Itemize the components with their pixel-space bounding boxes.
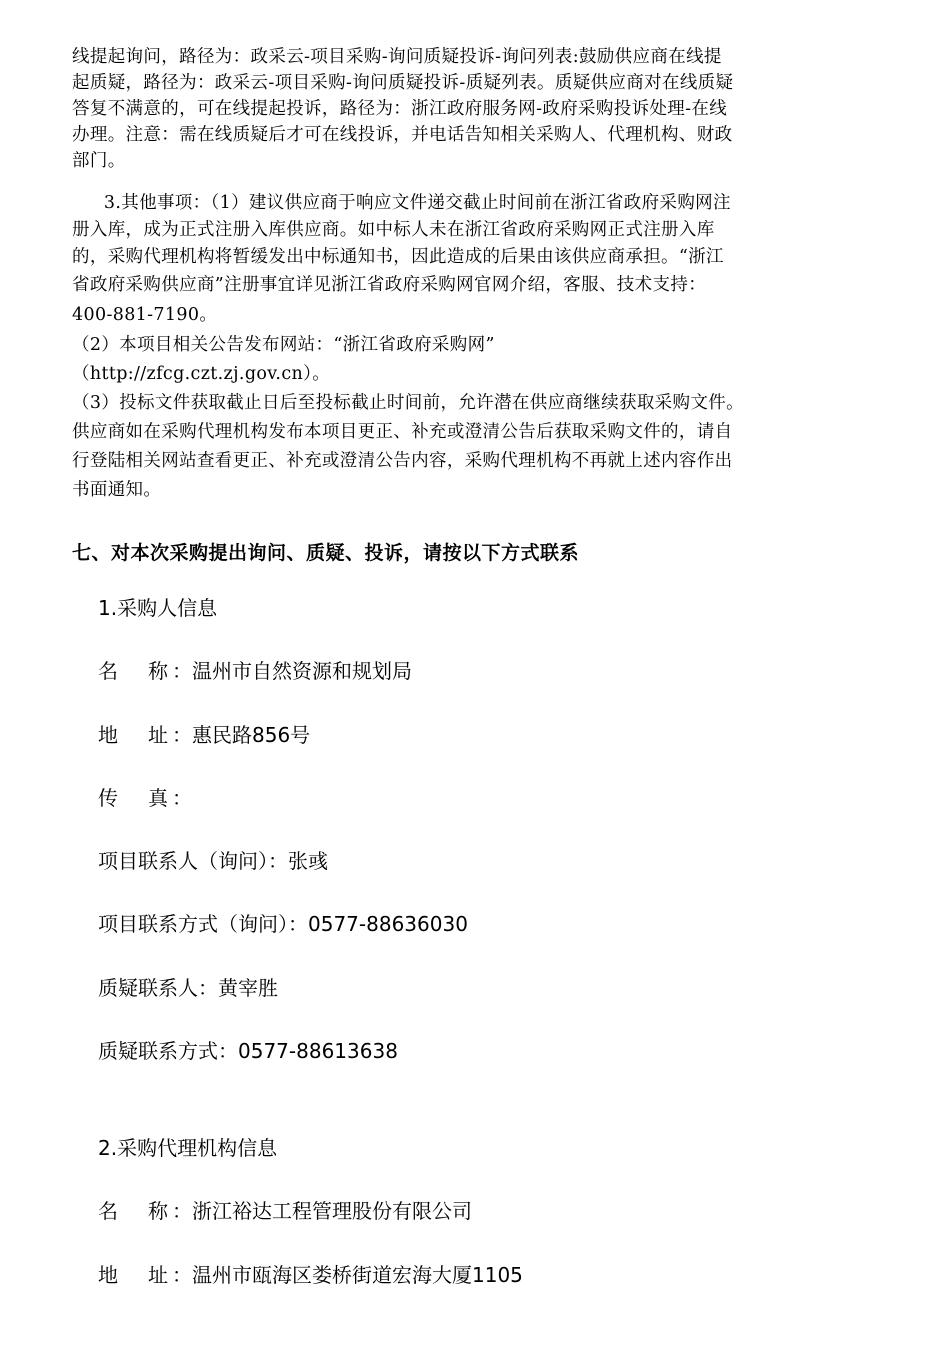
purchaser-fax-row bbox=[98, 784, 192, 812]
text-line: 3.其他事项：（1）建议供应商于响应文件递交截止时间前在浙江省政府采购网注 bbox=[86, 193, 731, 213]
agency-name-row bbox=[98, 1197, 472, 1225]
label-char: 址 bbox=[148, 1263, 168, 1287]
text-line: 册入库，成为正式注册入库供应商。如中标人未在浙江省政府采购网正式注册入库 bbox=[72, 220, 715, 240]
colon: ： bbox=[172, 659, 192, 683]
purchaser-name-row bbox=[98, 657, 412, 685]
colon: ： bbox=[172, 1263, 192, 1287]
challenge-contact-row bbox=[98, 974, 278, 1002]
text-line: 起质疑，路径为：政采云-项目采购-询问质疑投诉-质疑列表。质疑供应商对在线质疑 bbox=[72, 73, 734, 93]
agency-title: 2.采购代理机构信息 bbox=[98, 1136, 278, 1160]
label-char: 址 bbox=[148, 723, 168, 747]
label-char: 称 bbox=[148, 1199, 168, 1223]
colon: ： bbox=[172, 723, 192, 747]
text-line: 部门。 bbox=[72, 151, 126, 171]
colon: ： bbox=[172, 786, 192, 810]
text-line: 行登陆相关网站查看更正、补充或澄清公告内容，采购代理机构不再就上述内容作出 bbox=[72, 451, 733, 471]
label-char: 名 bbox=[98, 659, 118, 683]
text-line: 答复不满意的，可在线提起投诉，路径为：浙江政府服务网-政府采购投诉处理-在线 bbox=[72, 99, 728, 119]
text-line: 办理。注意：需在线质疑后才可在线投诉，并电话告知相关采购人、代理机构、财政 bbox=[72, 125, 733, 145]
label-char: 传 bbox=[98, 786, 118, 810]
challenge-phone-value: 0577-88613638 bbox=[238, 1039, 398, 1063]
challenge-contact-label: 质疑联系人： bbox=[98, 976, 218, 1000]
text-line: 的，采购代理机构将暂缓发出中标通知书，因此造成的后果由该供应商承担。“浙江 bbox=[72, 247, 724, 267]
agency-address-value: 温州市瓯海区娄桥街道宏海大厦1105 bbox=[192, 1263, 523, 1287]
purchaser-name-value: 温州市自然资源和规划局 bbox=[192, 659, 412, 683]
label-char: 称 bbox=[148, 659, 168, 683]
text-line: 省政府采购供应商”注册事宜详见浙江省政府采购网官网介绍，客服、技术支持： bbox=[72, 275, 707, 295]
text-line: 供应商如在采购代理机构发布本项目更正、补充或澄清公告后获取采购文件的，请自 bbox=[72, 422, 733, 442]
website-url-text: （http://zfcg.czt.zj.gov.cn）。 bbox=[72, 364, 331, 384]
purchaser-address-row bbox=[98, 721, 310, 749]
challenge-contact-value: 黄宰胜 bbox=[218, 976, 278, 1000]
contact-label: 项目联系人（询问）： bbox=[98, 849, 288, 873]
challenge-phone-row bbox=[98, 1037, 398, 1065]
challenge-phone-label: 质疑联系方式： bbox=[98, 1039, 238, 1063]
label-char: 地 bbox=[98, 1263, 118, 1287]
purchaser-contact-row bbox=[98, 847, 328, 875]
purchaser-contact-phone-row bbox=[98, 910, 468, 938]
text-line: （2）本项目相关公告发布网站：“浙江省政府采购网” bbox=[72, 335, 495, 355]
label-char: 地 bbox=[98, 723, 118, 747]
purchaser-address-value: 惠民路856号 bbox=[192, 723, 311, 747]
contact-phone-value: 0577-88636030 bbox=[308, 912, 468, 936]
text-line: 书面通知。 bbox=[72, 480, 162, 500]
purchaser-title: 1.采购人信息 bbox=[98, 596, 218, 620]
text-line: （3）投标文件获取截止日后至投标截止时间前，允许潜在供应商继续获取采购文件。 bbox=[72, 393, 744, 413]
contact-phone-label: 项目联系方式（询问）： bbox=[98, 912, 308, 936]
agency-address-row bbox=[98, 1261, 523, 1289]
phone-number-text: 400-881-7190。 bbox=[72, 305, 218, 325]
label-char: 名 bbox=[98, 1199, 118, 1223]
section-heading: 七、对本次采购提出询问、质疑、投诉，请按以下方式联系 bbox=[72, 542, 580, 564]
agency-name-value: 浙江裕达工程管理股份有限公司 bbox=[192, 1199, 472, 1223]
text-line: 线提起询问，路径为：政采云-项目采购-询问质疑投诉-询问列表:鼓励供应商在线提 bbox=[72, 47, 722, 67]
label-char: 真 bbox=[148, 786, 168, 810]
contact-value: 张彧 bbox=[288, 849, 328, 873]
colon: ： bbox=[172, 1199, 192, 1223]
